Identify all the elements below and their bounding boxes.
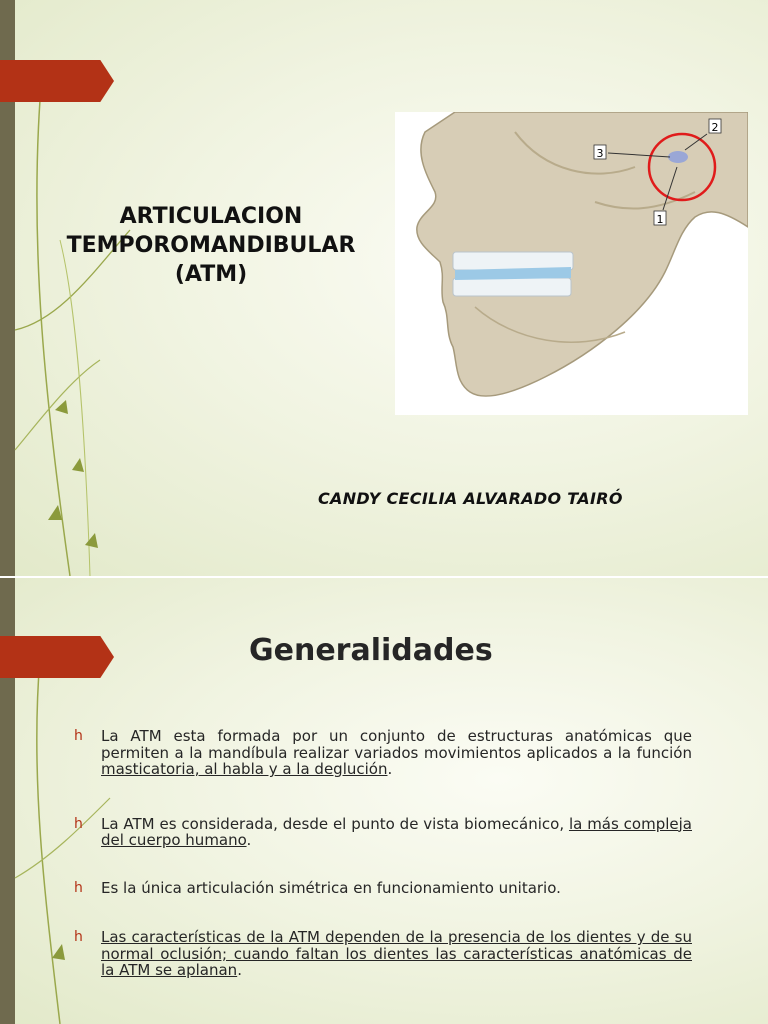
figure-label-2: 2 bbox=[711, 121, 719, 134]
bullet-link[interactable]: Las características de la ATM dependen de la presencia de los dientes y de su normal oclusión; cuando faltan los dientes las características anatómicas de la ATM se aplanan bbox=[101, 928, 692, 979]
bullet-end: . bbox=[246, 831, 252, 849]
bullet-text: La ATM esta formada por un conjunto de estructuras anatómicas que permiten a la mandíbula realizar variados movimientos aplicados a la función bbox=[101, 727, 692, 762]
accent-arrow-tab bbox=[0, 636, 114, 678]
title-line-1: ARTICULACION bbox=[119, 204, 303, 229]
bullet-item bbox=[74, 728, 692, 778]
bullet-list bbox=[74, 728, 692, 979]
bullet-link[interactable]: la más compleja del cuerpo humano bbox=[101, 814, 692, 849]
bullet-marker: h bbox=[74, 929, 83, 945]
slide-title bbox=[40, 202, 382, 289]
bullet-text: La ATM es considerada, desde el punto de vista biomecánico, bbox=[101, 814, 569, 833]
bullet-text: Es la única articulación simétrica en funcionamiento unitario. bbox=[101, 878, 561, 897]
figure-label-3: 3 bbox=[596, 147, 604, 160]
title-line-2: TEMPOROMANDIBULAR bbox=[66, 233, 356, 258]
bullet-end: . bbox=[387, 760, 393, 778]
bullet-marker: h bbox=[74, 879, 83, 896]
bullet-item bbox=[74, 880, 692, 897]
generalidades-slide bbox=[0, 578, 768, 1024]
skull-tmj-illustration bbox=[395, 112, 748, 415]
bullet-link[interactable]: masticatoria, al habla y a la deglución bbox=[101, 760, 388, 778]
heading-text: Generalidades bbox=[249, 633, 493, 668]
title-line-3: (ATM) bbox=[174, 262, 248, 287]
accent-arrow-tab bbox=[0, 60, 114, 102]
bullet-item bbox=[74, 816, 692, 849]
bullet-end: . bbox=[237, 961, 242, 979]
bullet-item bbox=[74, 929, 692, 979]
bullet-marker: h bbox=[74, 728, 83, 744]
author-name: CANDY CECILIA ALVARADO TAIRÓ bbox=[318, 489, 623, 508]
bullet-marker: h bbox=[74, 815, 83, 832]
figure-label-1: 1 bbox=[656, 213, 664, 226]
